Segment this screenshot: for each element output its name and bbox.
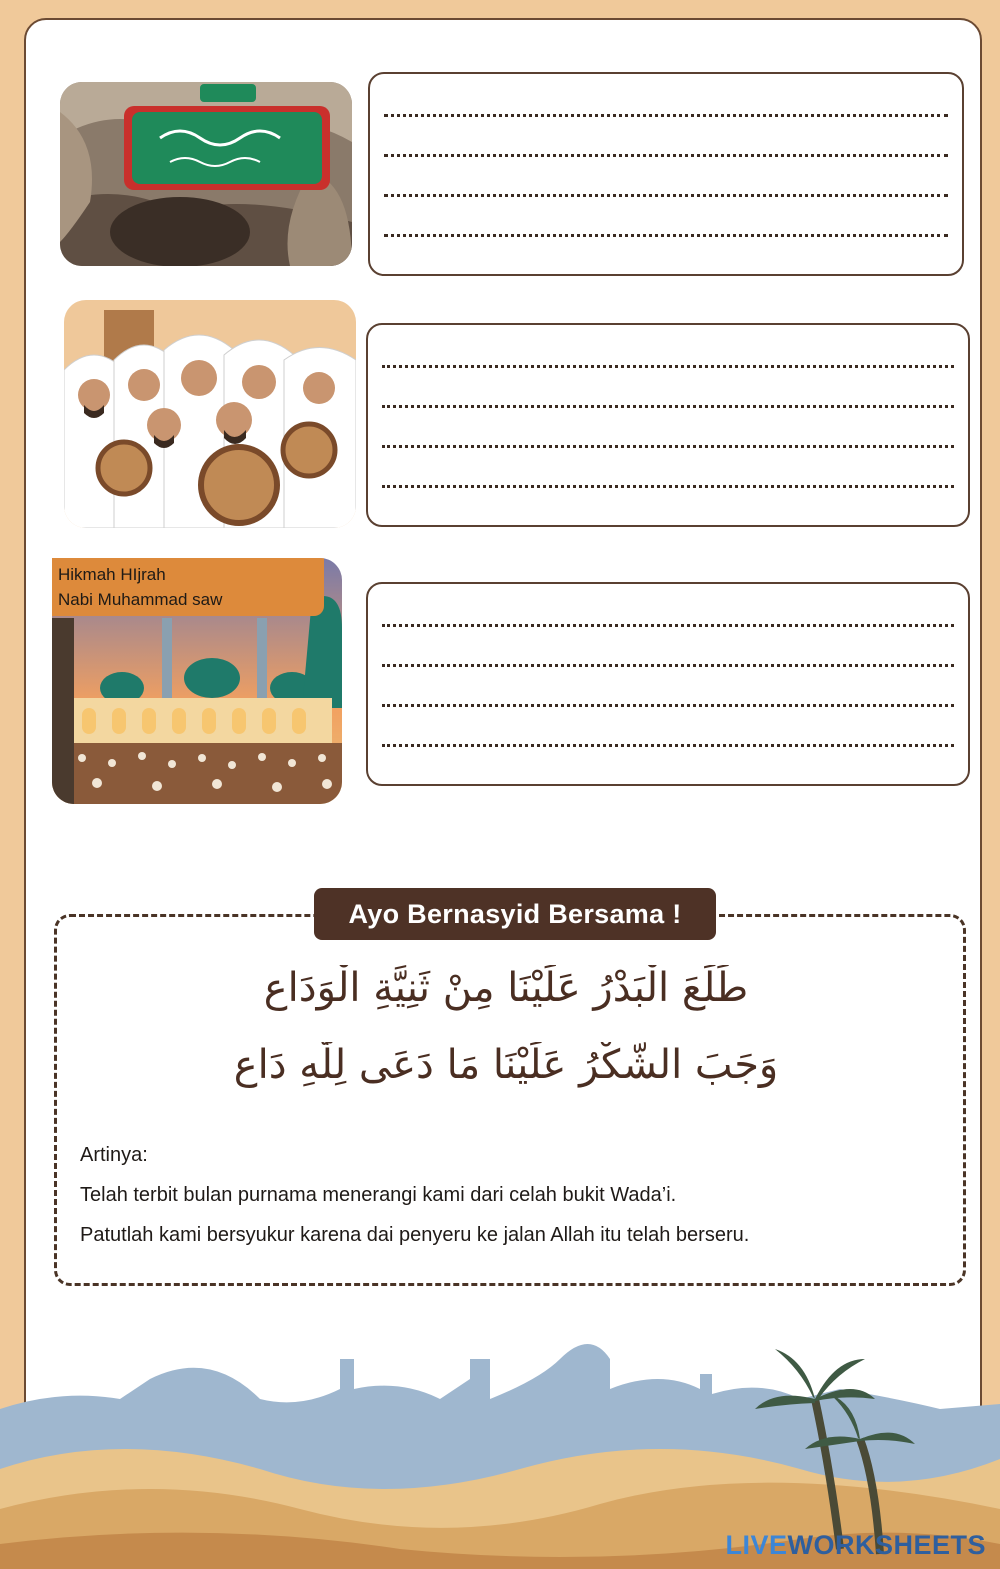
answer-line [384,154,948,157]
arabic-line-1: طَلَعَ الْبَدْرُ عَلَيْنَا مِنْ ثَنِيَّةِ الْوَدَاع [263,965,749,1011]
answer-box-2[interactable] [366,323,970,527]
answer-line [384,194,948,197]
answer-line [382,624,954,627]
nasyid-title: Ayo Bernasyid Bersama ! [314,888,716,940]
caption-line-2: Nabi Muhammad saw [58,590,223,609]
brand-live: LIVE [725,1530,788,1560]
answer-line [382,405,954,408]
answer-line [382,664,954,667]
answer-line [384,234,948,237]
meaning-line-1: Telah terbit bulan purnama menerangi kami dari celah bukit Wada’i. [80,1184,677,1206]
liveworksheets-logo [725,1530,986,1561]
meaning-label: Artinya: [80,1144,148,1166]
mosque-image [52,558,342,804]
answer-line [382,744,954,747]
answer-line [382,445,954,448]
cave-image [60,82,352,266]
answer-line [382,485,954,488]
arabic-line-2: وَجَبَ الشُّكْرُ عَلَيْنَا مَا دَعَى لِلّٰهِ دَاع [233,1042,779,1088]
answer-line [382,365,954,368]
answer-box-1[interactable] [368,72,964,276]
image-caption [52,558,324,616]
meaning-line-2: Patutlah kami bersyukur karena dai penyeru ke jalan Allah itu telah berseru. [80,1224,750,1246]
answer-box-3[interactable] [366,582,970,786]
brand-rest: WORKSHEETS [787,1530,986,1560]
caption-line-1: Hikmah HIjrah [58,565,166,584]
drums-image [64,300,356,528]
answer-line [382,704,954,707]
answer-line [384,114,948,117]
